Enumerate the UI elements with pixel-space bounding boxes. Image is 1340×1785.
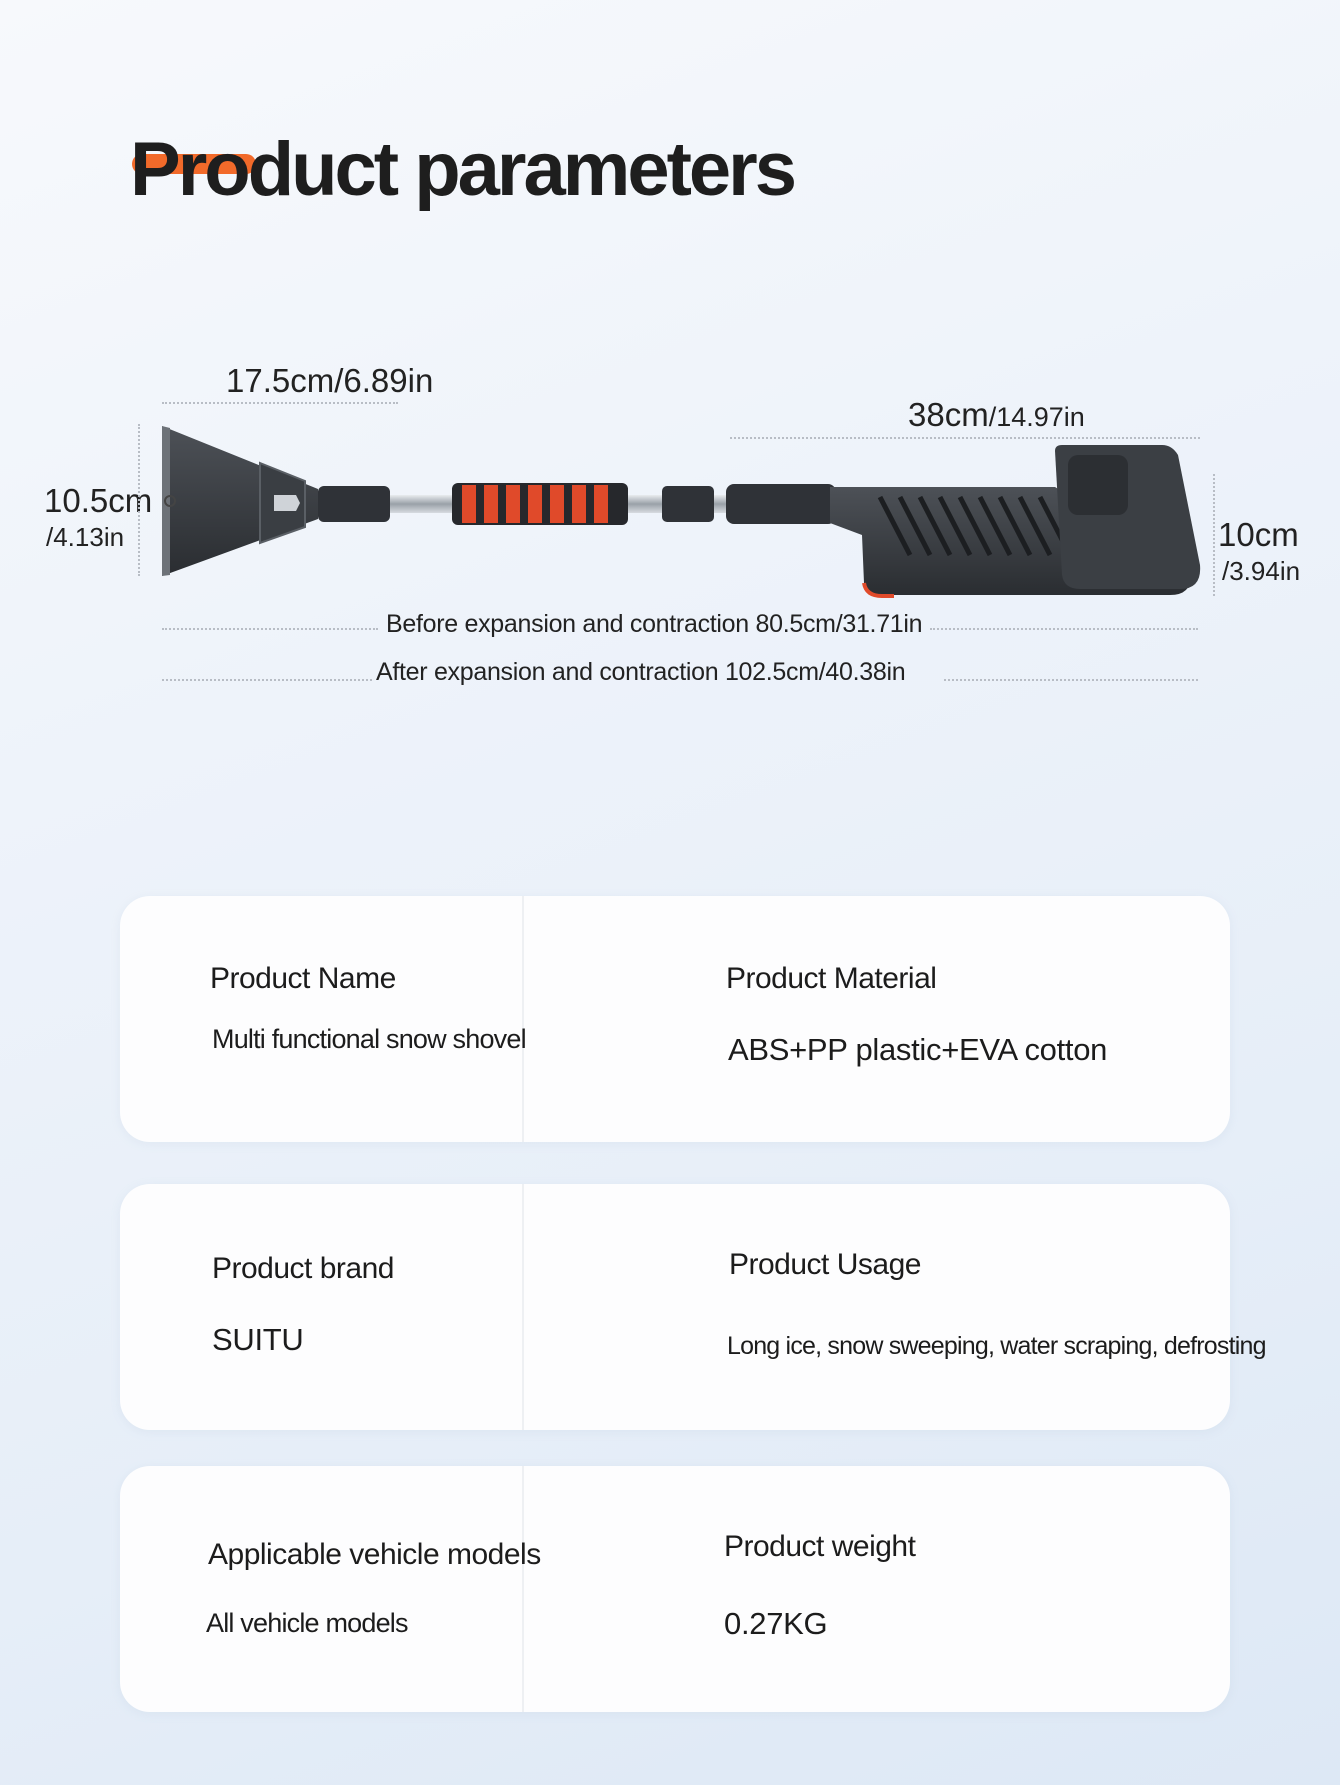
before-line-right: [930, 628, 1198, 630]
spec-label: Product Material: [726, 962, 937, 995]
spec-label: Product Usage: [729, 1248, 921, 1281]
brush-height-in-label: /3.94in: [1222, 556, 1301, 586]
spec-label: Applicable vehicle models: [208, 1538, 541, 1571]
before-line-left: [162, 628, 378, 630]
card-divider: [522, 896, 524, 1142]
spec-card-2: [120, 1184, 1266, 1430]
card-divider: [522, 1466, 524, 1712]
spec-label: Product brand: [212, 1252, 394, 1285]
before-expansion-text: Before expansion and contraction 80.5cm/31.71in: [386, 610, 923, 638]
brush-width-label: 38cm/14.97in: [908, 396, 1085, 433]
head-width-line: [162, 402, 398, 404]
title-block: [130, 127, 795, 212]
spec-value: All vehicle models: [206, 1608, 408, 1638]
spec-value: ABS+PP plastic+EVA cotton: [728, 1032, 1108, 1067]
spec-label: Product weight: [724, 1530, 916, 1563]
spec-value: SUITU: [212, 1322, 304, 1357]
spec-card-3: [120, 1466, 1230, 1712]
spec-card-1: [120, 896, 1230, 1142]
spec-label: Product Name: [210, 962, 396, 995]
head-width-label: 17.5cm/6.89in: [226, 362, 434, 399]
after-expansion-text: After expansion and contraction 102.5cm/40.38in: [376, 658, 906, 686]
brush-height-cm-label: 10cm: [1218, 516, 1299, 553]
head-height-in-label: /4.13in: [46, 522, 125, 552]
brush-head: [830, 445, 1200, 596]
head-height-line: [138, 424, 140, 576]
head-height-cm-label: 10.5cm: [44, 482, 153, 519]
snow-shovel-illustration: [150, 415, 1210, 605]
foam-grip: [452, 483, 628, 525]
brush-height-line: [1213, 474, 1215, 596]
after-line-left: [162, 679, 372, 681]
spec-value: Long ice, snow sweeping, water scraping, defrosting: [727, 1332, 1266, 1360]
spec-value: Multi functional snow shovel: [212, 1024, 526, 1054]
after-line-right: [944, 679, 1198, 681]
page-title: Product parameters: [130, 127, 795, 212]
card-divider: [522, 1184, 524, 1430]
scraper-head: [162, 426, 390, 576]
spec-value: 0.27KG: [724, 1606, 828, 1641]
